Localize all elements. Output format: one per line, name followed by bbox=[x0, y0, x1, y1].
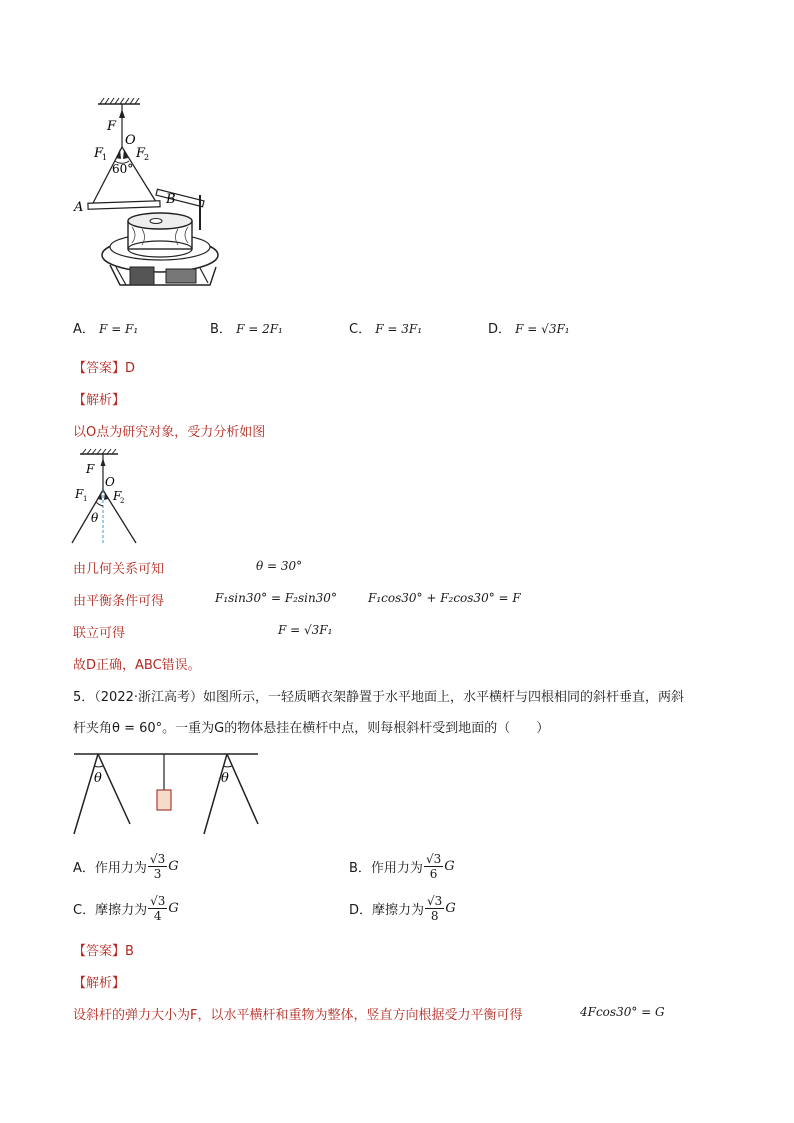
q4-analysis-label: 【解析】 bbox=[73, 393, 126, 408]
q5-option-a-fraction bbox=[148, 852, 167, 881]
q4-step2-expr2: F₁cos30° + F₂cos30° = F bbox=[368, 591, 521, 605]
q4-analysis-label-F2: F bbox=[113, 489, 122, 503]
q4-figure bbox=[60, 95, 230, 300]
q4-step2-expr: F₁sin30° = F₂sin30° bbox=[215, 591, 337, 605]
q5-analysis-label: 【解析】 bbox=[73, 976, 126, 991]
q5-label-theta-left: θ bbox=[94, 771, 102, 786]
q4-label-A: A bbox=[74, 200, 84, 215]
q5-option-b-var: G bbox=[444, 859, 455, 874]
q5-option-a-text: 作用力为 bbox=[94, 861, 147, 876]
q5-option-d-fraction bbox=[425, 894, 444, 923]
q4-step3-label: 联立可得 bbox=[73, 626, 126, 641]
q5-figure bbox=[68, 748, 263, 840]
q4-label-F2: F bbox=[136, 146, 146, 161]
q4-label-O: O bbox=[125, 133, 136, 148]
q5-analysis-text: 设斜杆的弹力大小为F，以水平横杆和重物为整体，竖直方向根据受力平衡可得 bbox=[73, 1008, 523, 1023]
q5-option-b-fraction bbox=[424, 852, 443, 881]
q4-step1-expr: θ = 30° bbox=[256, 559, 303, 573]
q4-option-c-letter: C． bbox=[349, 322, 372, 337]
q5-option-d-den: 8 bbox=[430, 909, 439, 923]
q4-step3-expr: F = √3F₁ bbox=[278, 623, 333, 637]
q4-option-a-expr: F = F₁ bbox=[99, 322, 139, 336]
q4-analysis-label-F1: F bbox=[75, 487, 84, 501]
q4-answer-label: 【答案】 bbox=[73, 361, 126, 376]
q5-option-c-num: √3 bbox=[150, 894, 166, 908]
q5-option-b-num: √3 bbox=[425, 852, 442, 866]
q4-answer bbox=[73, 357, 135, 376]
q4-analysis-label-F: F bbox=[86, 462, 95, 476]
q4-analysis-figure bbox=[66, 448, 166, 548]
q5-answer-label: 【答案】 bbox=[73, 944, 126, 959]
q5-answer-value: B bbox=[125, 944, 134, 959]
q5-option-b-letter: B． bbox=[349, 861, 371, 876]
q5-answer bbox=[73, 940, 134, 959]
q4-label-F1: F bbox=[94, 146, 104, 161]
q4-analysis-label-F1-sub: 1 bbox=[83, 495, 88, 503]
q5-option-b-text: 作用力为 bbox=[370, 861, 423, 876]
q5-option-c-letter: C． bbox=[73, 903, 96, 918]
q4-label-B: B bbox=[166, 192, 176, 207]
q4-option-c-expr: F = 3F₁ bbox=[375, 322, 422, 336]
q4-option-a[interactable] bbox=[73, 318, 138, 337]
q5-option-d-num: √3 bbox=[427, 894, 443, 908]
q5-stem-line1: 5．（2022·浙江高考）如图所示，一轻质晒衣架静置于水平地面上，水平横杆与四根相同的斜杆垂直，两斜 bbox=[73, 690, 684, 705]
q4-analysis-intro: 以O点为研究对象，受力分析如图 bbox=[73, 425, 266, 440]
q5-option-c-fraction bbox=[148, 894, 167, 923]
q4-label-F2-sub: 2 bbox=[144, 153, 150, 162]
q4-option-c[interactable] bbox=[349, 318, 422, 337]
q4-label-F: F bbox=[107, 119, 117, 134]
q5-option-c-den: 4 bbox=[153, 909, 162, 923]
q4-option-b-letter: B． bbox=[210, 322, 232, 337]
q4-step1-label: 由几何关系可知 bbox=[73, 562, 165, 577]
q5-stem-line2: 杆夹角θ = 60°。一重为G的物体悬挂在横杆中点，则每根斜杆受到地面的（ ） bbox=[73, 721, 550, 736]
q5-option-c-text: 摩擦力为 bbox=[95, 903, 148, 918]
q4-option-b-expr: F = 2F₁ bbox=[236, 322, 283, 336]
q4-step2-label: 由平衡条件可得 bbox=[73, 594, 165, 609]
q5-option-a[interactable] bbox=[73, 852, 179, 881]
q5-option-d-var: G bbox=[445, 901, 456, 916]
q5-option-a-den: 3 bbox=[153, 867, 162, 881]
q4-option-d[interactable] bbox=[488, 318, 570, 337]
q5-option-a-num: √3 bbox=[149, 852, 166, 866]
q4-option-a-letter: A． bbox=[73, 322, 95, 337]
q4-analysis-label-F2-sub: 2 bbox=[120, 497, 125, 505]
q4-analysis-label-theta: θ bbox=[91, 511, 99, 525]
q5-option-b[interactable] bbox=[349, 852, 455, 881]
q5-option-c[interactable] bbox=[73, 894, 179, 923]
q4-option-d-expr: F = √3F₁ bbox=[515, 322, 570, 336]
q4-label-F1-sub: 1 bbox=[102, 153, 108, 162]
q4-option-b[interactable] bbox=[210, 318, 283, 337]
q4-answer-value: D bbox=[125, 361, 136, 376]
q4-label-angle: 60° bbox=[112, 162, 134, 176]
q4-analysis-label-O: O bbox=[105, 475, 115, 489]
q5-analysis-expr: 4Fcos30° = G bbox=[580, 1005, 665, 1019]
q5-option-b-den: 6 bbox=[429, 867, 438, 881]
q5-option-c-var: G bbox=[168, 901, 179, 916]
q5-option-d-text: 摩擦力为 bbox=[372, 903, 425, 918]
q5-option-a-var: G bbox=[168, 859, 179, 874]
q5-label-theta-right: θ bbox=[221, 771, 229, 786]
q4-option-d-letter: D． bbox=[488, 322, 512, 337]
q5-option-a-letter: A． bbox=[73, 861, 95, 876]
q5-option-d-letter: D． bbox=[349, 903, 373, 918]
q5-option-d[interactable] bbox=[349, 894, 456, 923]
q4-conclusion: 故D正确，ABC错误。 bbox=[73, 658, 201, 673]
